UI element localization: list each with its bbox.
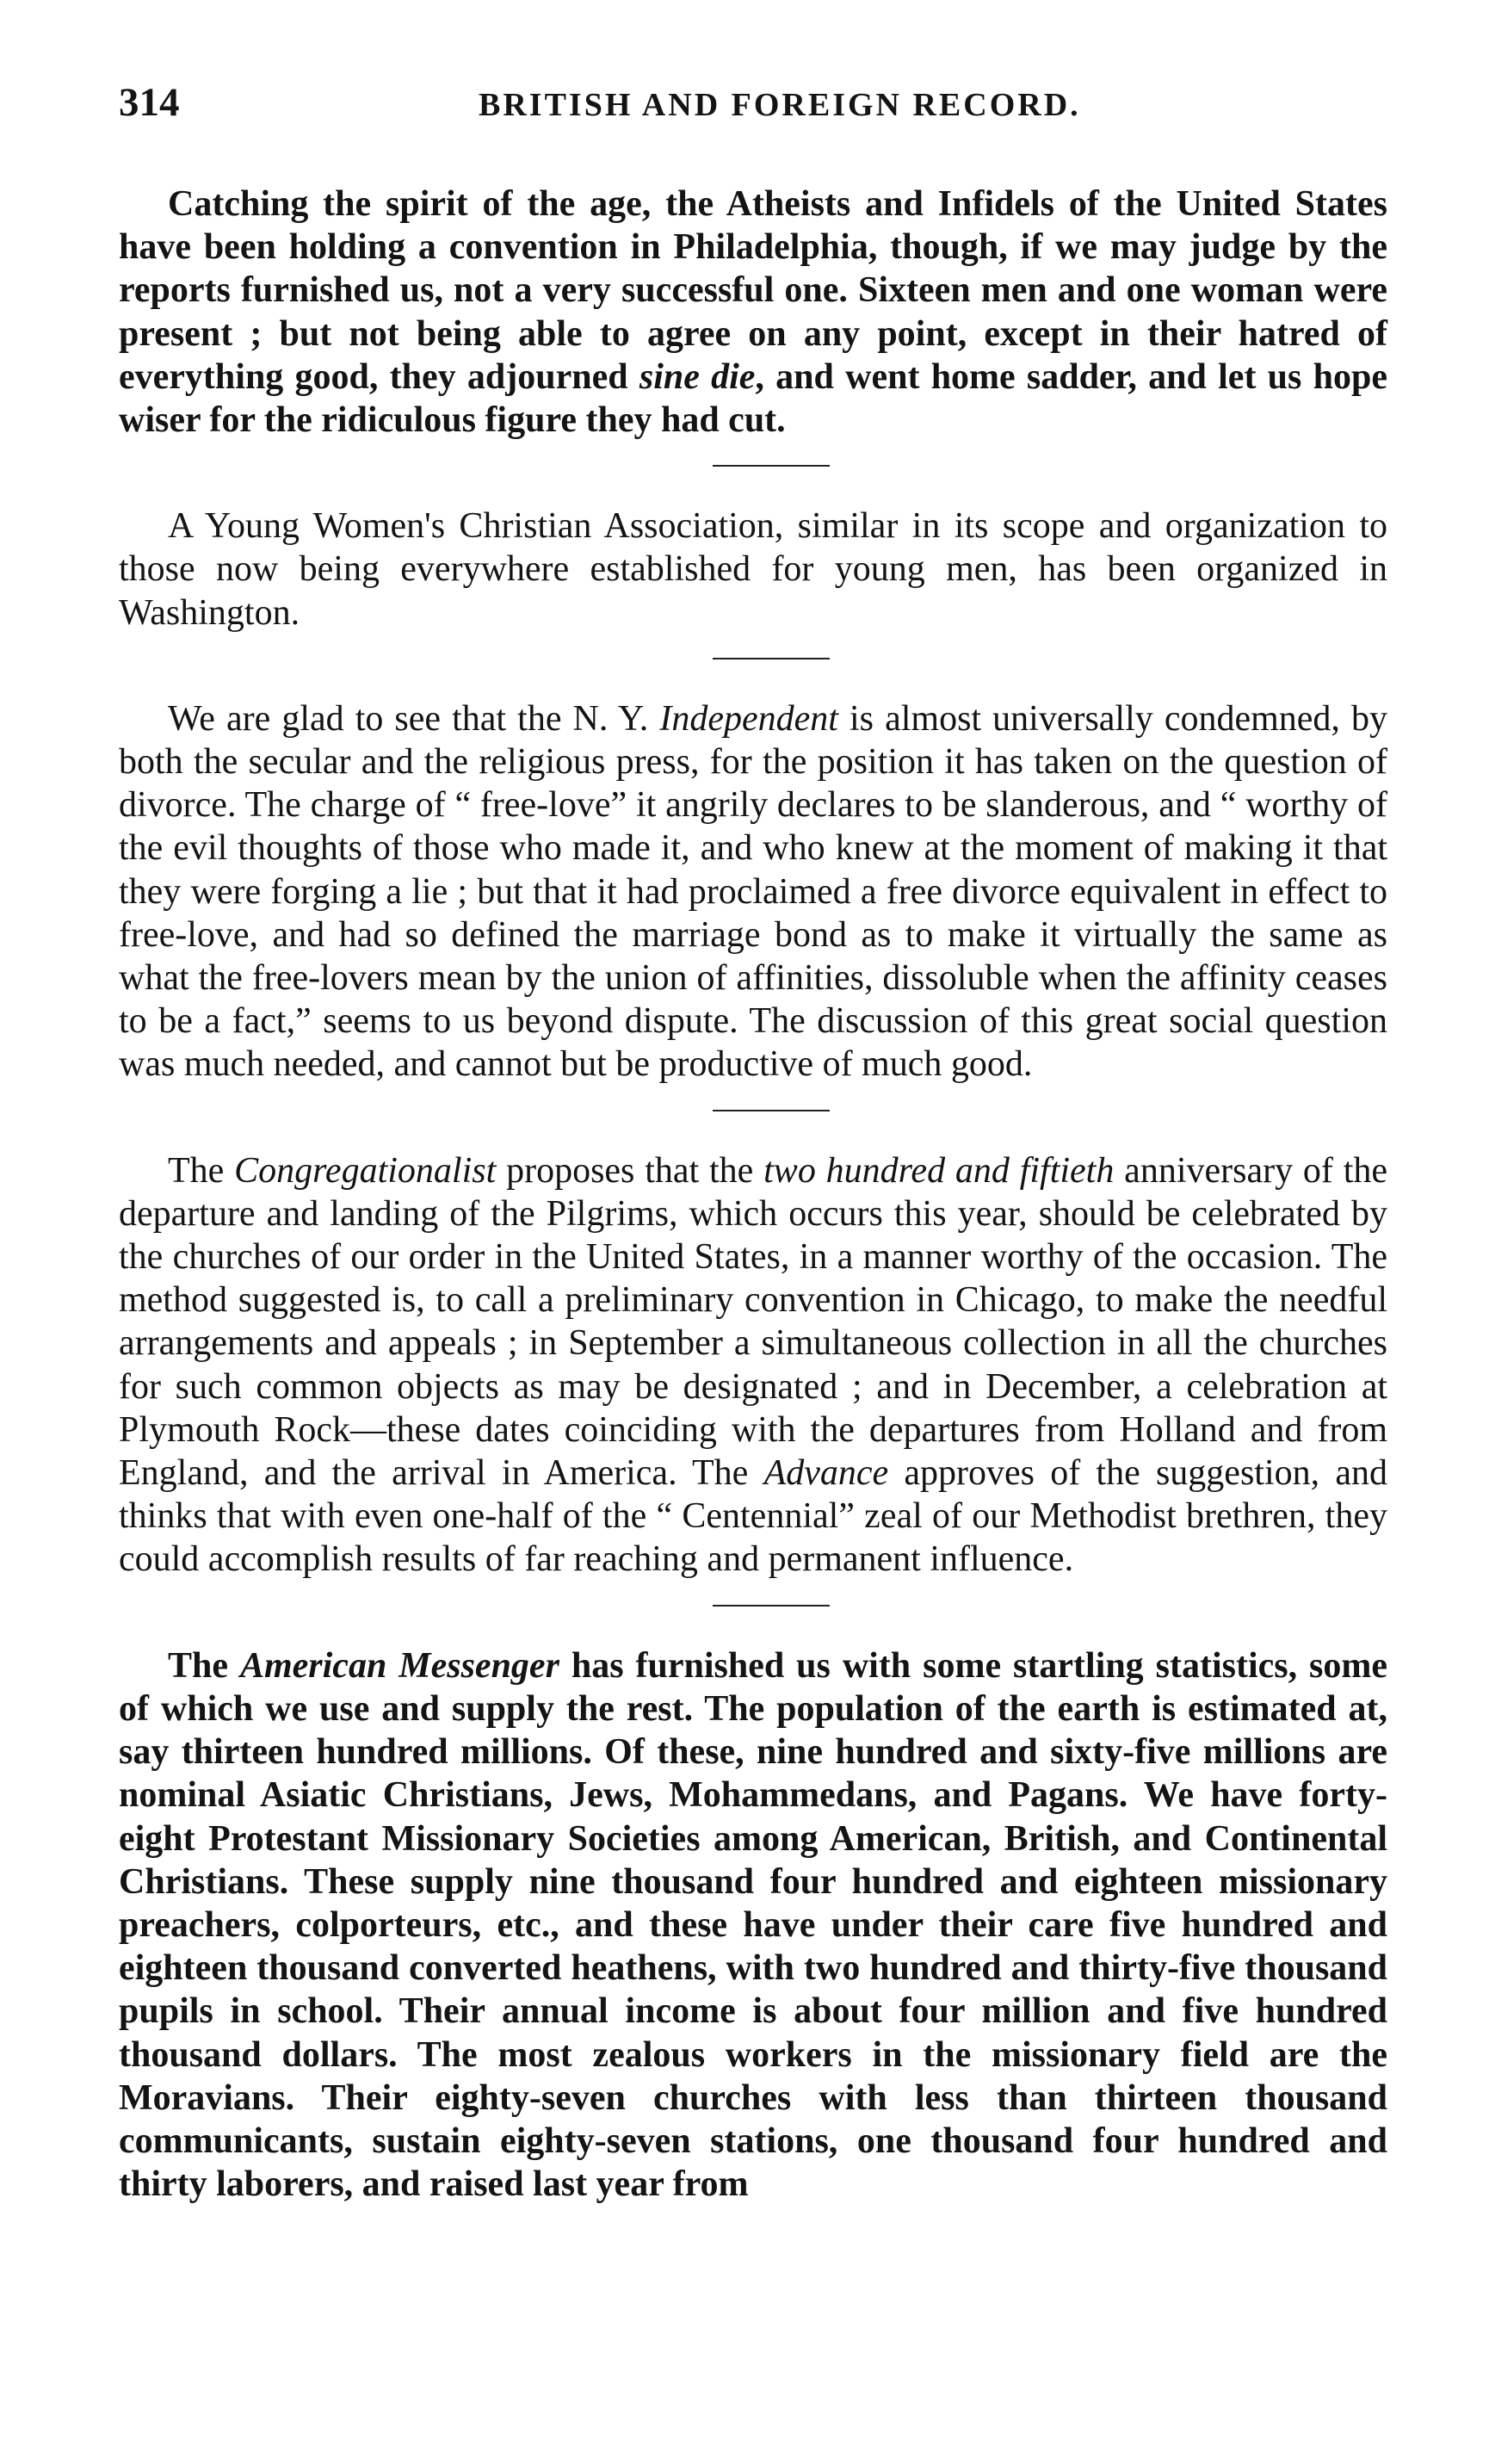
paragraph-missionary-statistics: The American Messenger has furnished us with some startling statistics, some of which we use and supply the rest. The population of the earth is estimated at, say thirteen hundred millions. Of these, nine hundred and sixty-five millions are nominal Asiatic Christians, Jews, Mohammedans, and Pagans. We have forty-eight Protestant Missionary Societies among American, British, and Continental Christians. These supply nine thousand four hundred and eighteen missionary preachers, colporteurs, etc., and these have under their care five hundred and eighteen thousand converted heathens, with two hundred and thirty-five thousand pupils in school. Their annual income is about four million and five hundred thousand dollars. The most zealous workers in the missionary field are the Moravians. Their eighty-seven churches with less than thirteen thousand communicants, sustain eighty-seven stations, one thousand four hundred and thirty laborers, and raised last year from bbox=[119, 1645, 1388, 2205]
paragraph-ywca: A Young Women's Christian Association, similar in its scope and organization to those now being everywhere established for young men, has been organized in Washington. bbox=[119, 506, 1387, 633]
section-divider bbox=[713, 658, 830, 659]
section-divider bbox=[713, 1110, 830, 1111]
page-number: 314 bbox=[119, 80, 180, 125]
section-divider bbox=[713, 1605, 830, 1607]
running-head: BRITISH AND FOREIGN RECORD. bbox=[479, 87, 1081, 123]
paragraph-atheists-convention: Catching the spirit of the age, the Atheists and Infidels of the United States have been holding a convention in Philadelphia, though, if we may judge by the reports furnished us, not a very successful one. Sixteen men and one woman were present ; but not being able to agree on any point, except in their hatred of everything good, they adjourned sine die, and went home sadder, and let us hope wiser for the ridiculous figure they had cut. bbox=[119, 184, 1387, 441]
paragraph-divorce-question: We are glad to see that the N. Y. Independent is almost universally condemned, by both the secular and the religious press, for the position it has taken on the question of divorce. The charge of “ free-love” it angrily declares to be slanderous, and “ worthy of the evil thoughts of those who made it, and who knew at the moment of making it that they were forging a lie ; but that it had proclaimed a free divorce equivalent in effect to free-love, and had so defined the marriage bond as to make it virtually the same as what the free-lovers mean by the union of affinities, dissoluble when the affinity ceases to be a fact,” seems to us beyond dispute. The discussion of this great social question was much needed, and cannot but be productive of much good. bbox=[119, 698, 1387, 1085]
paragraph-pilgrims-anniversary: The Congregationalist proposes that the two hundred and fiftieth anniversary of the departure and landing of the Pilgrims, which occurs this year, should be celebrated by the churches of our order in the United States, in a manner worthy of the occasion. The method suggested is, to call a preliminary convention in Chicago, to make the needful arrangements and appeals ; in September a simultaneous collection in all the churches for such common objects as may be designated ; and in December, a celebration at Plymouth Rock—these dates coinciding with the departures from Holland and from England, and the arrival in America. The Advance approves of the suggestion, and thinks that with even one-half of the “ Centennial” zeal of our Methodist brethren, they could accomplish results of far reaching and permanent influence. bbox=[119, 1150, 1388, 1580]
section-divider bbox=[713, 465, 830, 467]
page-header bbox=[119, 79, 1387, 129]
